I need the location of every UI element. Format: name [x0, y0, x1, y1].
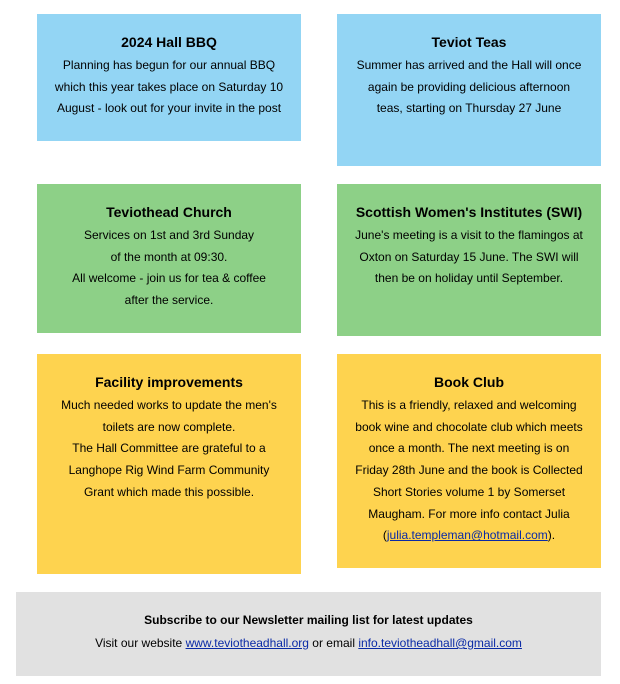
card-line: Planning has begun for our annual BBQ [62, 58, 276, 72]
card-line: Grant which made this possible. [83, 484, 255, 499]
card-title: Facility improvements [95, 374, 243, 390]
card-line: Much needed works to update the men's [61, 398, 277, 412]
footer-prefix: Visit our website [95, 636, 186, 650]
card-line: of the month at 09:30. [110, 249, 228, 264]
card-line: teas, starting on Thursday 27 June [376, 101, 562, 116]
card-line: toilets are now complete. [102, 419, 236, 434]
email-link[interactable]: info.teviotheadhall@gmail.com [358, 636, 522, 650]
card-line: The Hall Committee are grateful to a [72, 441, 266, 456]
card-hall-bbq [37, 14, 301, 141]
card-line: Short Stories volume 1 by Somerset [372, 484, 566, 499]
card-teviot-teas [337, 14, 601, 166]
card-line: August - look out for your invite in the post [56, 101, 282, 116]
card-line: This is a friendly, relaxed and welcoming [361, 398, 577, 412]
card-line: book wine and chocolate club which meets [355, 419, 583, 434]
card-body [337, 55, 601, 120]
card-teviothead-church [37, 184, 301, 333]
book-club-email-link[interactable]: julia.templeman@hotmail.com [386, 528, 548, 543]
card-swi [337, 184, 601, 336]
card-title: Scottish Women's Institutes (SWI) [355, 204, 583, 220]
card-line: Summer has arrived and the Hall will once [356, 58, 582, 72]
card-line: once a month. The next meeting is on [368, 441, 570, 456]
card-body [37, 395, 301, 504]
contact-line [337, 525, 601, 547]
card-body [37, 225, 301, 312]
footer-middle: or email [308, 636, 359, 650]
card-line: Oxton on Saturday 15 June. The SWI will [359, 249, 579, 264]
card-line: Maugham. For more info contact Julia [368, 506, 570, 521]
card-line: which this year takes place on Saturday 10 [54, 79, 284, 94]
website-link[interactable]: www.teviotheadhall.org [185, 636, 309, 650]
card-title: Book Club [434, 374, 504, 390]
contact-close-paren: ). [547, 528, 556, 543]
card-line: then be on holiday until September. [374, 271, 564, 286]
card-line: after the service. [124, 293, 214, 308]
contact-open-paren: ( [382, 528, 387, 543]
card-line: Friday 28th June and the book is Collected [355, 463, 583, 478]
card-body [337, 395, 601, 547]
card-line: Langhope Rig Wind Farm Community [68, 463, 270, 478]
footer-title: Subscribe to our Newsletter mailing list for latest updates [144, 613, 473, 627]
card-body [37, 55, 301, 120]
card-line: All welcome - join us for tea & coffee [72, 271, 266, 286]
card-book-club [337, 354, 601, 568]
card-title: 2024 Hall BBQ [121, 34, 217, 50]
newsletter-footer [16, 592, 601, 676]
card-title: Teviothead Church [106, 204, 232, 220]
card-line: Services on 1st and 3rd Sunday [83, 228, 255, 242]
card-line: again be providing delicious afternoon [367, 79, 571, 94]
footer-links-line [16, 635, 601, 651]
card-line: June's meeting is a visit to the flamingos at [355, 228, 583, 242]
card-facility-improvements [37, 354, 301, 574]
card-body [337, 225, 601, 290]
card-title: Teviot Teas [431, 34, 507, 50]
